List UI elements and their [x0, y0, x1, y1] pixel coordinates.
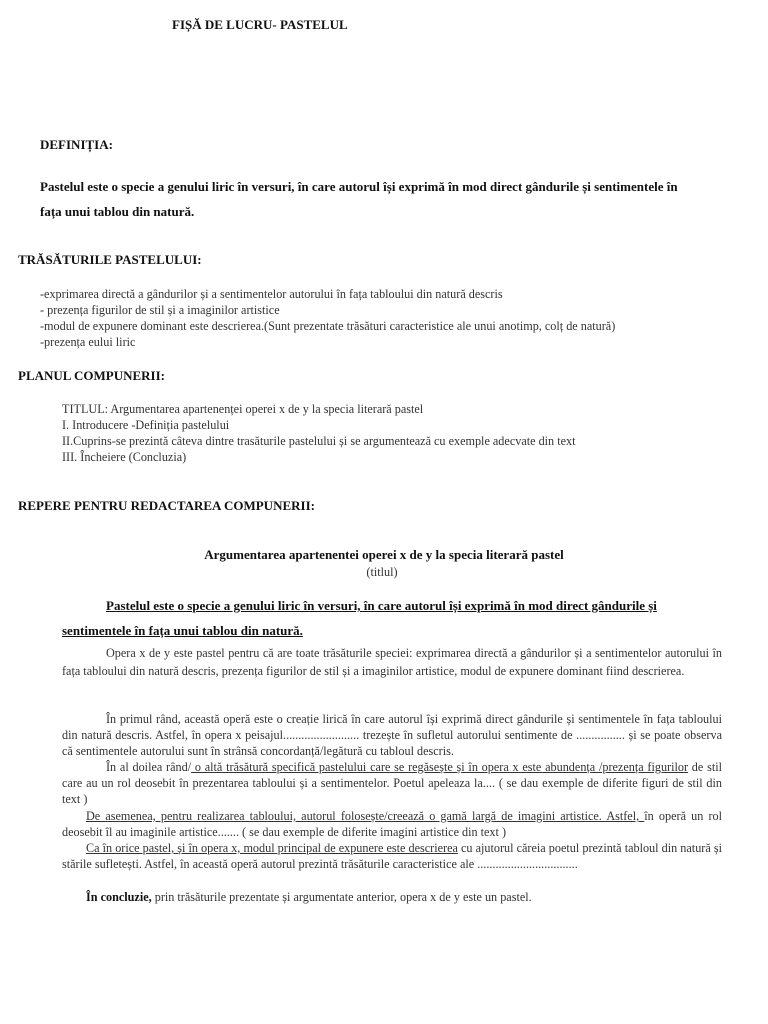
essay-conclusion — [86, 890, 532, 905]
traits-heading: TRĂSĂTURILE PASTELULUI: — [18, 252, 202, 267]
essay-intro-line-1: Pastelul este o specie a genului liric în versuri, în care autorul își exprimă în mod direct gândurile și — [106, 598, 657, 613]
plan-item: III. Încheiere (Concluzia) — [62, 450, 187, 464]
trait-item: -prezența eului liric — [40, 335, 136, 349]
essay-title: Argumentarea apartenentei operei x de y la specia literară pastel — [204, 547, 564, 562]
paragraph-5-underlined: Ca în orice pastel, și în opera x, modul principal de expunere este descrierea — [86, 841, 458, 855]
paragraph-4-underlined: De asemenea, pentru realizarea tabloului, autorul folosește/creează o gamă largă de imagini artistice. Astfel, — [86, 809, 645, 823]
definition-line-1: Pastelul este o specie a genului liric în versuri, în care autorul își exprimă în mod direct gândurile și sentimentele în — [40, 179, 678, 194]
definition-line-2: fața unui tablou din natură. — [40, 204, 195, 219]
plan-item: TITLUL: Argumentarea apartenenței operei x de y la specia literară pastel — [62, 402, 424, 416]
plan-list — [62, 401, 575, 465]
trait-item: -modul de expunere dominant este descrierea.(Sunt prezentate trăsături caracteristice ale unui anotimp, colț de natură) — [40, 319, 616, 333]
paragraph-3-lead: În al doilea rând/ — [106, 760, 192, 774]
conclusion-lead: În concluzie, — [86, 890, 152, 904]
paragraph-3-rest: de stil care au un rol deosebit în prezentarea tabloului și a sentimentelor. Poetul apeleaza la.... ( se dau exemple de diferite figuri de stil din text ) — [62, 760, 722, 806]
essay-paragraph-4 — [62, 808, 722, 840]
plan-heading: PLANUL COMPUNERII: — [18, 368, 165, 383]
definition-heading: DEFINIȚIA: — [40, 137, 113, 152]
paragraph-3-underlined: o altă trăsătură specifică pastelului care se regăsește și în opera x este abundența /prezența figurilor — [191, 760, 689, 774]
essay-paragraph-2: În primul rând, această operă este o creație lirică în care autorul își exprimă direct gândurile și sentimentele în fața tabloului din natură descris. Astfel, în opera x peisajul......................... trezește în sufletul autorului sentimente de ................ și se poate observa că sentimentele autorului sunt în strânsă concordanță/legătură cu tabloul descris. — [62, 712, 722, 758]
repere-heading: REPERE PENTRU REDACTAREA COMPUNERII: — [18, 498, 315, 513]
paragraph-4-rest: în operă un rol deosebit îl au imaginile artistice....... ( se dau exemple de diferite imagini artistice din text ) — [62, 809, 722, 839]
plan-item: II.Cuprins-se prezintă câteva dintre trasăturile pastelului și se argumentează cu exemple adecvate din text — [62, 434, 576, 448]
trait-item: - prezența figurilor de stil și a imaginilor artistice — [40, 303, 280, 317]
essay-paragraph-3 — [62, 759, 722, 807]
essay-paragraph-5 — [62, 840, 722, 872]
essay-intro-line-2: sentimentele în fața unui tablou din natură. — [62, 623, 303, 638]
essay-subtitle: (titlul) — [366, 565, 398, 579]
conclusion-rest: prin trăsăturile prezentate și argumentate anterior, opera x de y este un pastel. — [151, 890, 532, 904]
page-title: FIȘĂ DE LUCRU- PASTELUL — [172, 17, 348, 32]
essay-paragraph-1: Opera x de y este pastel pentru că are toate trăsăturile speciei: exprimarea directă a gândurilor și a sentimentelor autorului în fața tabloului din natură descris, prezența figurilor de stil și a imaginilor artistice, modul de expunere dominant fiind descrierea. — [62, 646, 722, 678]
traits-list — [40, 286, 615, 350]
plan-item: I. Introducere -Definiția pastelului — [62, 418, 230, 432]
trait-item: -exprimarea directă a gândurilor și a sentimentelor autorului în fața tabloului din natură descris — [40, 287, 503, 301]
paragraph-5-rest: cu ajutorul căreia poetul prezintă tabloul din natură și stările sufletești. Astfel, în această operă autorul prezintă trăsăturile caracteristice ale ................................. — [62, 841, 722, 871]
